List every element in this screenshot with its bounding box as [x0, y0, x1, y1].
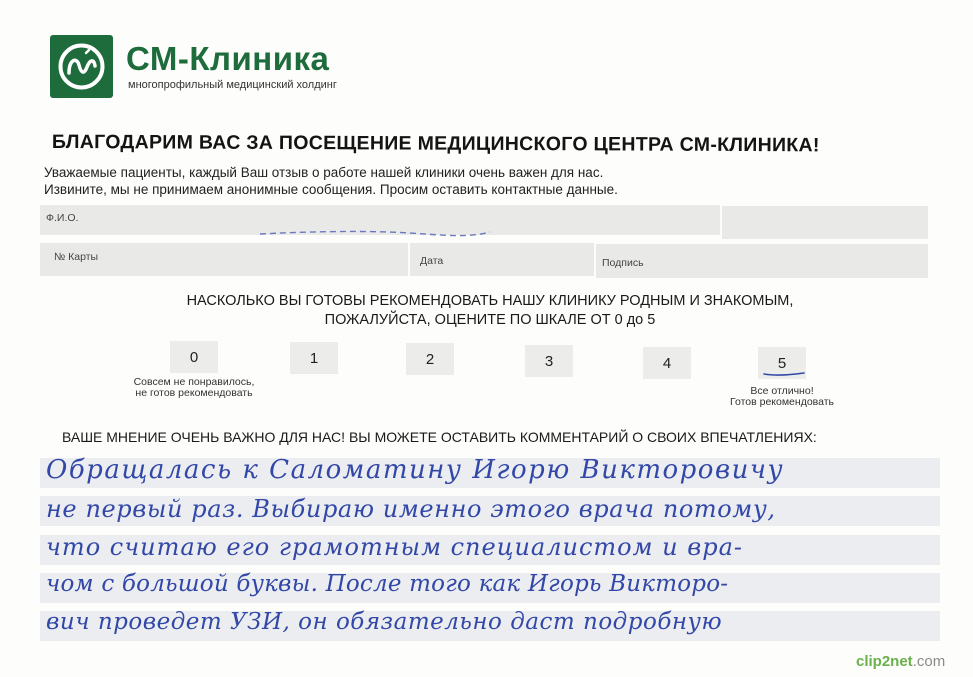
brand-tagline: многопрофильный медицинский холдинг: [128, 79, 337, 91]
rating-question-line-2: ПОЖАЛУЙСТА, ОЦЕНИТЕ ПО ШКАЛЕ ОТ 0 до 5: [324, 312, 656, 328]
low-score-caption-line-1: Совсем не понравилось,: [133, 376, 255, 388]
comment-handwriting-line-3: что считаю его грамотным специалистом и вра-: [46, 533, 743, 561]
score-box-5[interactable]: 5: [758, 347, 806, 379]
brand-name: СМ-Клиника: [126, 40, 330, 77]
comment-handwriting-line-4: чом с большой буквы. После того как Игорь Викторо-: [46, 571, 729, 597]
date-label: Дата: [420, 255, 444, 267]
high-score-caption-line-1: Все отлично!: [750, 385, 814, 397]
logo-emblem-icon: [50, 35, 113, 98]
low-score-caption: [124, 377, 264, 399]
watermark-brand: clip2net: [856, 653, 913, 670]
rating-question-line-1: НАСКОЛЬКО ВЫ ГОТОВЫ РЕКОМЕНДОВАТЬ НАШУ КЛИНИКУ РОДНЫМ И ЗНАКОМЫМ,: [186, 293, 794, 309]
score-box-4[interactable]: 4: [643, 347, 691, 379]
comment-handwriting-line-2: не первый раз. Выбираю именно этого врача потому,: [46, 495, 776, 523]
fio-label: Ф.И.О.: [46, 212, 79, 224]
fio-handwriting-trace: [220, 212, 520, 242]
comment-handwriting-line-5: вич проведет УЗИ, он обязательно даст подробную: [46, 609, 723, 635]
card-number-label: № Карты: [54, 251, 99, 263]
score-box-1[interactable]: 1: [290, 342, 338, 374]
score-box-2[interactable]: 2: [406, 343, 454, 375]
watermark-domain: .com: [912, 653, 946, 670]
signature-label: Подпись: [602, 257, 644, 269]
form-title: БЛАГОДАРИМ ВАС ЗА ПОСЕЩЕНИЕ МЕДИЦИНСКОГО ЦЕНТРА СМ-КЛИНИКА!: [51, 131, 820, 157]
intro-line-2: Извините, мы не принимаем анонимные сообщения. Просим оставить контактные данные.: [44, 182, 618, 197]
comment-prompt: ВАШЕ МНЕНИЕ ОЧЕНЬ ВАЖНО ДЛЯ НАС! ВЫ МОЖЕТЕ ОСТАВИТЬ КОММЕНТАРИЙ О СВОИХ ВПЕЧАТЛЕНИЯХ:: [62, 429, 817, 445]
high-score-caption-line-2: Готов рекомендовать: [729, 396, 835, 408]
selected-score-mark: [760, 366, 810, 380]
clinic-logo: [50, 35, 113, 98]
rating-question: [120, 292, 860, 330]
high-score-caption: [712, 386, 852, 408]
comment-handwriting-line-1: Обращалась к Саломатину Игорю Викторовичу: [46, 455, 785, 485]
intro-line-1: Уважаемые пациенты, каждый Ваш отзыв о работе нашей клиники очень важен для нас.: [44, 165, 604, 180]
score-box-3[interactable]: 3: [525, 345, 573, 377]
signature-field[interactable]: [596, 244, 928, 278]
score-box-0[interactable]: 0: [170, 341, 218, 373]
low-score-caption-line-2: не готов рекомендовать: [135, 387, 253, 399]
clip2net-watermark: [856, 653, 945, 670]
fio-field-extra[interactable]: [722, 206, 928, 239]
